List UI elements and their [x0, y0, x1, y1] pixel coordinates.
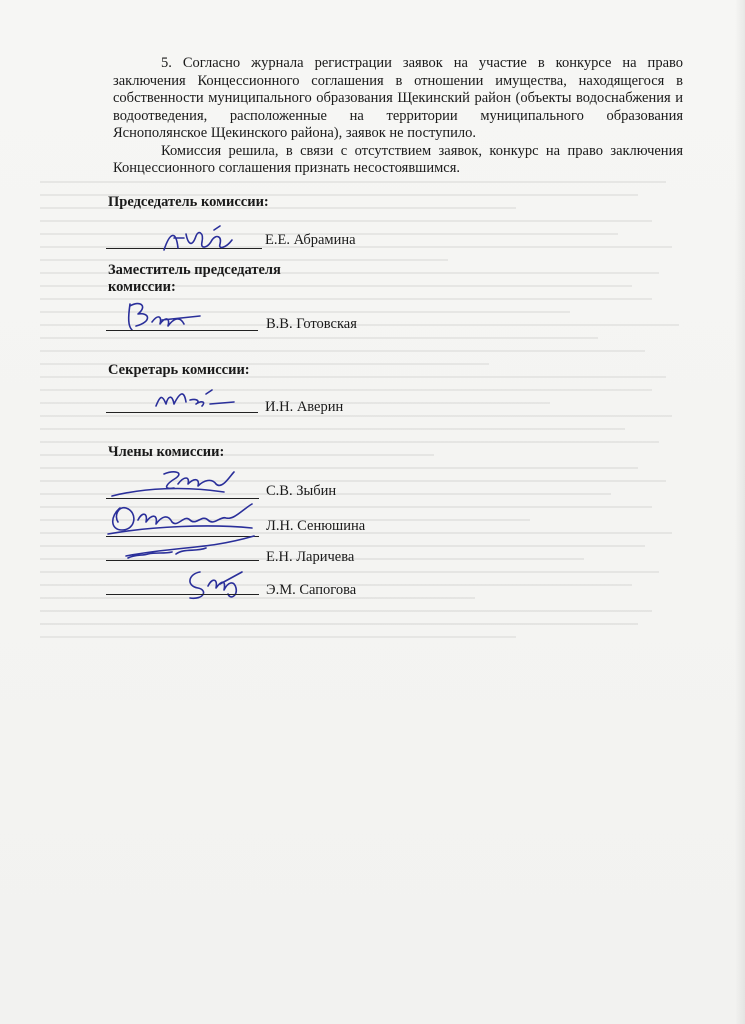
deputy-signature-line [106, 330, 258, 331]
chairman-signature [160, 222, 250, 258]
member-2-signature [102, 498, 262, 538]
member-4-name: Э.М. Сапогова [266, 582, 357, 598]
body-text [113, 55, 683, 178]
member-1-signature-line [106, 498, 259, 499]
page-edge-shadow [735, 0, 745, 1024]
member-4-signature-line [106, 594, 259, 595]
member-1-signature [104, 466, 254, 502]
member-1-name: С.В. Зыбин [266, 483, 337, 499]
deputy-title-line2: комиссии: [108, 279, 176, 295]
member-3-name: Е.Н. Ларичева [266, 549, 355, 565]
secretary-signature-line [106, 412, 258, 413]
member-2-signature-line [106, 536, 259, 537]
paragraph-item-5: 5. Согласно журнала регистрации заявок на участие в конкурсе на право заключения Концессионного соглашения в отношении имущества, находящегося в собственности муниципального образования Щекинский район (объекты водоснабжения и водоотведения, расположенные на территории муниципального образования Яснополянское Щекинского района), заявок не поступило. [113, 55, 683, 141]
secretary-name: И.Н. Аверин [265, 399, 344, 415]
member-2-name: Л.Н. Сенюшина [266, 518, 366, 534]
chairman-name: Е.Е. Абрамина [265, 232, 356, 248]
paragraph-decision: Комиссия решила, в связи с отсутствием заявок, конкурс на право заключения Концессионного соглашения признать несостоявшимся. [113, 142, 683, 176]
deputy-name: В.В. Готовская [266, 316, 357, 332]
chairman-signature-line [106, 248, 262, 249]
member-4-signature [180, 566, 250, 602]
chairman-title: Председатель комиссии: [108, 194, 269, 210]
members-title: Члены комиссии: [108, 444, 225, 460]
deputy-title-line1: Заместитель председателя [108, 262, 281, 278]
secretary-signature [150, 382, 240, 412]
deputy-signature [122, 298, 212, 334]
secretary-title: Секретарь комиссии: [108, 362, 250, 378]
member-3-signature-line [106, 560, 259, 561]
